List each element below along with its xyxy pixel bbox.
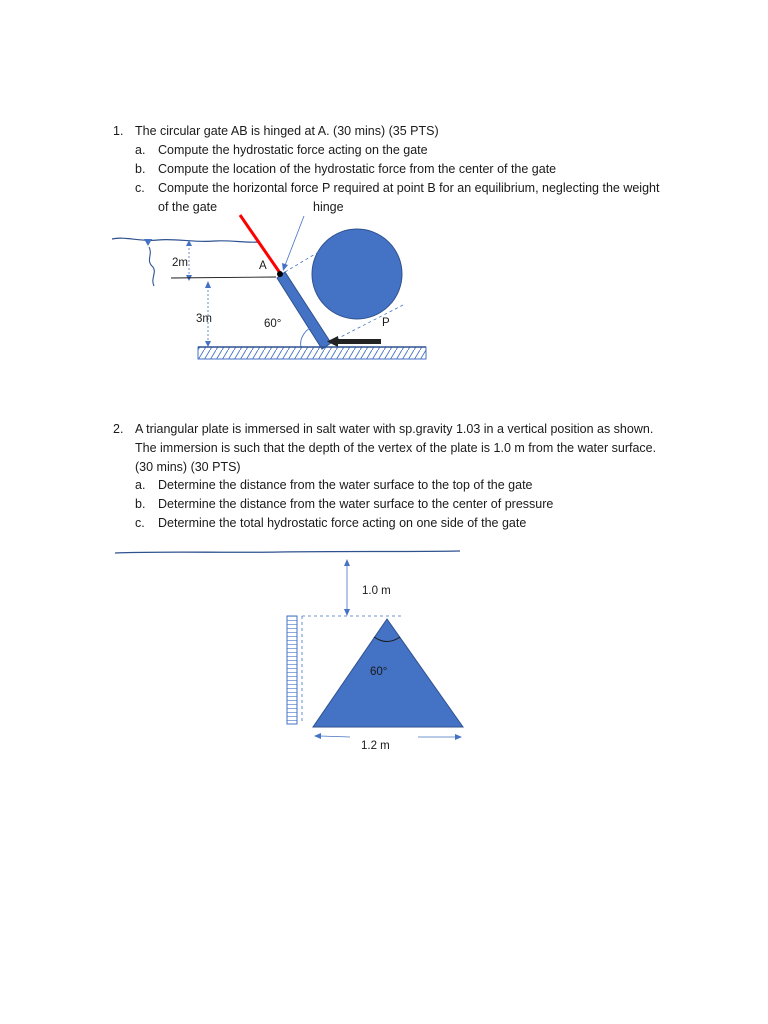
depth-3m-label: 3m [196,313,212,325]
q2-part-b-letter: b. [135,497,146,511]
q1-intro: The circular gate AB is hinged at A. (30 mins) (35 PTS) [135,124,439,138]
circular-gate-view [312,229,402,319]
water-surface-line-2 [115,551,460,553]
dim-base-left [320,736,350,737]
gate-figure [0,0,768,400]
q2-part-c-letter: c. [135,516,145,530]
q2-intro-line-2: The immersion is such that the depth of the vertex of the plate is 1.0 m from the water surface. [135,441,657,455]
q1-part-c: Compute the horizontal force P required at point B for an equilibrium, neglecting the weight [158,181,660,195]
hinge-point [277,271,283,277]
triangular-plate [313,619,463,727]
wall-hatch [287,616,297,724]
q2-intro-line-1: A triangular plate is immersed in salt water with sp.gravity 1.03 in a vertical position as shown. [135,422,654,436]
q1-part-b-letter: b. [135,162,146,176]
q1-part-c-continued: of the gate [158,200,218,214]
q1-part-a-letter: a. [135,143,146,157]
q2-number: 2. [113,422,124,436]
vertex-angle-label: 60° [370,666,388,678]
q2-part-b: Determine the distance from the water surface to the center of pressure [158,497,554,511]
force-p-arrow-head [327,336,338,347]
hinge-level-line [171,277,276,278]
ground-hatch [198,347,426,359]
force-p-label: P [382,317,390,329]
depth-1m-label: 1.0 m [362,585,391,597]
q2-part-c: Determine the total hydrostatic force acting on one side of the gate [158,516,527,530]
base-1-2m-label: 1.2 m [361,740,390,752]
q1-part-c-letter: c. [135,181,145,195]
hinge-pointer-line [284,216,304,268]
q1-part-b: Compute the location of the hydrostatic force from the center of the gate [158,162,557,176]
force-p-arrow-shaft [336,339,381,344]
angle-60-label: 60° [264,318,282,330]
water-surface-line [112,238,258,242]
water-surface-symbol [144,239,152,246]
depth-2m-label: 2m [172,257,188,269]
triangle-figure [0,530,768,770]
hinge-label: hinge [313,200,344,214]
q1-part-a: Compute the hydrostatic force acting on the gate [158,143,428,157]
point-a-label: A [259,260,267,272]
q2-intro-line-3: (30 mins) (30 PTS) [135,460,241,474]
q1-number: 1. [113,124,124,138]
q2-part-a-letter: a. [135,478,146,492]
water-edge-curve [149,247,154,286]
q2-part-a: Determine the distance from the water surface to the top of the gate [158,478,533,492]
